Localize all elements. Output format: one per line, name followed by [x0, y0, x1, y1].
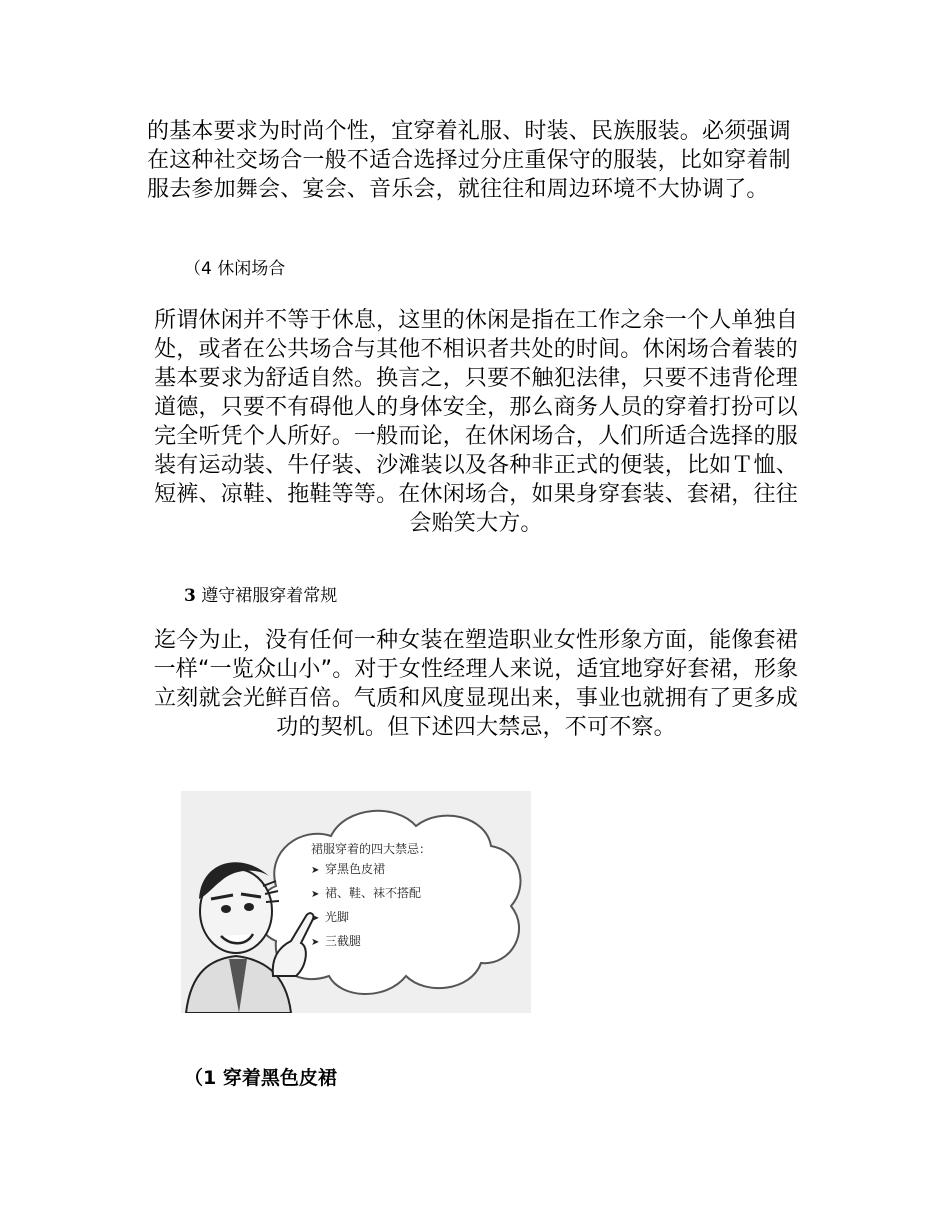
body-paragraph-leisure: 所谓休闲并不等于休息，这里的休闲是指在工作之余一个人单独自处，或者在公共场合与其他不相识者共处的时间。休闲场合着装的基本要求为舒适自然。换言之，只要不触犯法律，只要不违背伦理道德，只要不有碍他人的身体安全，那么商务人员的穿着打扮可以完全听凭个人所好。一般而论，在休闲场合，人们所适合选择的服装有运动装、牛仔装、沙滩装以及各种非正式的便装，比如Ｔ恤、短裤、凉鞋、拖鞋等等。在休闲场合，如果身穿套装、套裙，往往会贻笑大方。: [154, 308, 798, 536]
illustration-skirt-taboos: [181, 791, 531, 1013]
section-title: 遵守裙服穿着常规: [201, 586, 338, 606]
section-heading-skirt-rules: [184, 581, 337, 606]
arrow-bullet-icon: ➤: [311, 889, 320, 900]
list-item: ➤ 裙、鞋、袜不搭配: [311, 881, 421, 905]
arrow-bullet-icon: ➤: [311, 937, 320, 948]
body-paragraph-skirt-suit: 迄今为止，没有任何一种女装在塑造职业女性形象方面，能像套裙一样“一览众山小”。对于女性经理人来说，适宜地穿好套裙，形象立刻就会光鲜百倍。气质和风度显现出来，事业也就拥有了更多成功的契机。但下述四大禁忌，不可不察。: [153, 628, 799, 740]
arrow-bullet-icon: ➤: [311, 913, 320, 924]
list-item: ➤ 光脚: [311, 905, 421, 929]
section-number: 3: [184, 586, 196, 606]
illustration-list: [311, 857, 421, 953]
list-item: ➤ 三截腿: [311, 929, 421, 953]
section-heading-leisure: （4 休闲场合: [184, 259, 286, 279]
arrow-bullet-icon: ➤: [311, 865, 320, 876]
illustration-title: 裙服穿着的四大禁忌：: [311, 842, 432, 856]
body-paragraph-formal-social: 的基本要求为时尚个性，宜穿着礼服、时装、民族服装。必须强调在这种社交场合一般不适合选择过分庄重保守的服装，比如穿着制服去参加舞会、宴会、音乐会，就往往和周边环境不大协调了。: [147, 119, 791, 202]
subheading-black-leather-skirt: （1 穿着黑色皮裙: [184, 1067, 337, 1089]
list-item: ➤ 穿黑色皮裙: [311, 857, 421, 881]
